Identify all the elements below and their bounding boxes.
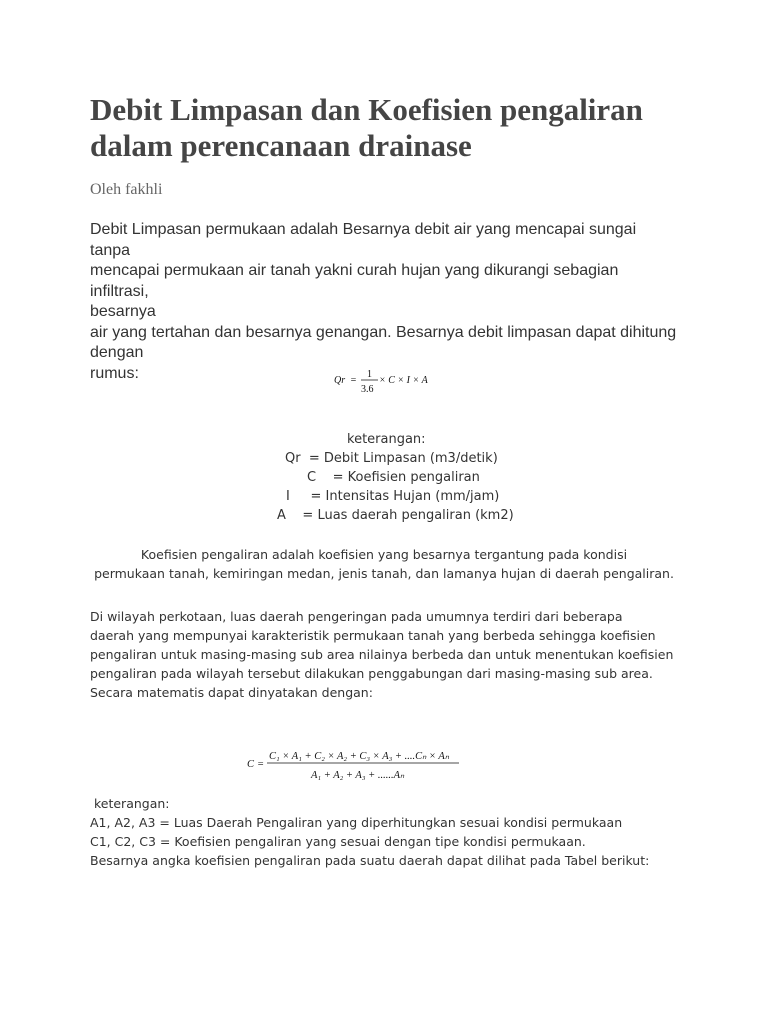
formula1-denominator: 3.6 [361, 384, 374, 395]
formula1-eq: = [350, 375, 357, 386]
intro-line: mencapai permukaan air tanah yakni curah hujan yang dikurangi sebagian infiltrasi, [90, 262, 619, 300]
keterangan-item: C1, C2, C3 = Koefisien pengaliran yang sesuai dengan tipe kondisi permukaan. [90, 834, 586, 849]
keterangan-heading: keterangan: [90, 796, 170, 811]
formula2-eq: = [257, 759, 265, 770]
intro-line: Debit Limpasan permukaan adalah Besarnya debit air yang mencapai sungai tanpa [90, 221, 637, 259]
formula1-rhs: × C × I × A [379, 375, 428, 386]
author-byline: Oleh fakhli [90, 181, 163, 198]
paragraph-line: pengaliran untuk masing-masing sub area nilainya berbeda dan untuk menentukan koefisien [90, 647, 674, 662]
composite-coefficient-formula [245, 742, 465, 786]
formula2-denominator: A₁ + A₂ + A₃ + ......Aₙ [311, 770, 405, 781]
paragraph-line: pengaliran pada wilayah tersebut dilakukan penggabungan dari masing-masing sub area. [90, 666, 653, 681]
keterangan-block-2 [90, 794, 710, 870]
title-line-2: dalam perencanaan drainase [90, 128, 472, 163]
keterangan-item: Qr = Debit Limpasan (m3/detik) [285, 451, 498, 466]
keterangan-item: I = Intensitas Hujan (mm/jam) [286, 489, 500, 504]
intro-line: rumus: [90, 364, 139, 382]
keterangan-item: A = Luas daerah pengaliran (km2) [277, 508, 514, 523]
keterangan-item: Besarnya angka koefisien pengaliran pada suatu daerah dapat dilihat pada Tabel berikut: [90, 853, 650, 868]
runoff-formula [330, 364, 440, 398]
paragraph-line: Di wilayah perkotaan, luas daerah pengeringan pada umumnya terdiri dari beberapa [90, 609, 623, 624]
keterangan-item: A1, A2, A3 = Luas Daerah Pengaliran yang diperhitungkan sesuai kondisi permukaan [90, 815, 623, 830]
keterangan-item: C = Koefisien pengaliran [307, 470, 480, 485]
urban-area-paragraph [90, 607, 690, 702]
paragraph-line: permukaan tanah, kemiringan medan, jenis tanah, dan lamanya hujan di daerah pengaliran. [94, 566, 674, 581]
formula2-lhs: C [247, 759, 255, 770]
paragraph-line: Koefisien pengaliran adalah koefisien yang besarnya tergantung pada kondisi [140, 547, 628, 562]
intro-paragraph [90, 220, 680, 384]
paragraph-line: daerah yang mempunyai karakteristik permukaan tanah yang berbeda sehingga koefisien [90, 628, 656, 643]
intro-line: air yang tertahan dan besarnya genangan. Besarnya debit limpasan dapat dihitung [90, 323, 677, 341]
formula2-numerator: C₁ × A₁ + C₂ × A₂ + C₃ × A₃ + ....Cₙ × Aₙ [269, 751, 450, 762]
intro-line: dengan [90, 344, 144, 361]
paragraph-line: Secara matematis dapat dinyatakan dengan: [90, 685, 373, 700]
keterangan-heading: keterangan: [347, 432, 426, 447]
intro-line: besarnya [90, 303, 156, 320]
formula1-lhs: Qr [334, 375, 346, 386]
formula1-numerator: 1 [367, 369, 372, 380]
page-title [90, 92, 710, 164]
runoff-coefficient-paragraph [0, 545, 768, 583]
title-line-1: Debit Limpasan dan Koefisien pengaliran [90, 92, 643, 127]
